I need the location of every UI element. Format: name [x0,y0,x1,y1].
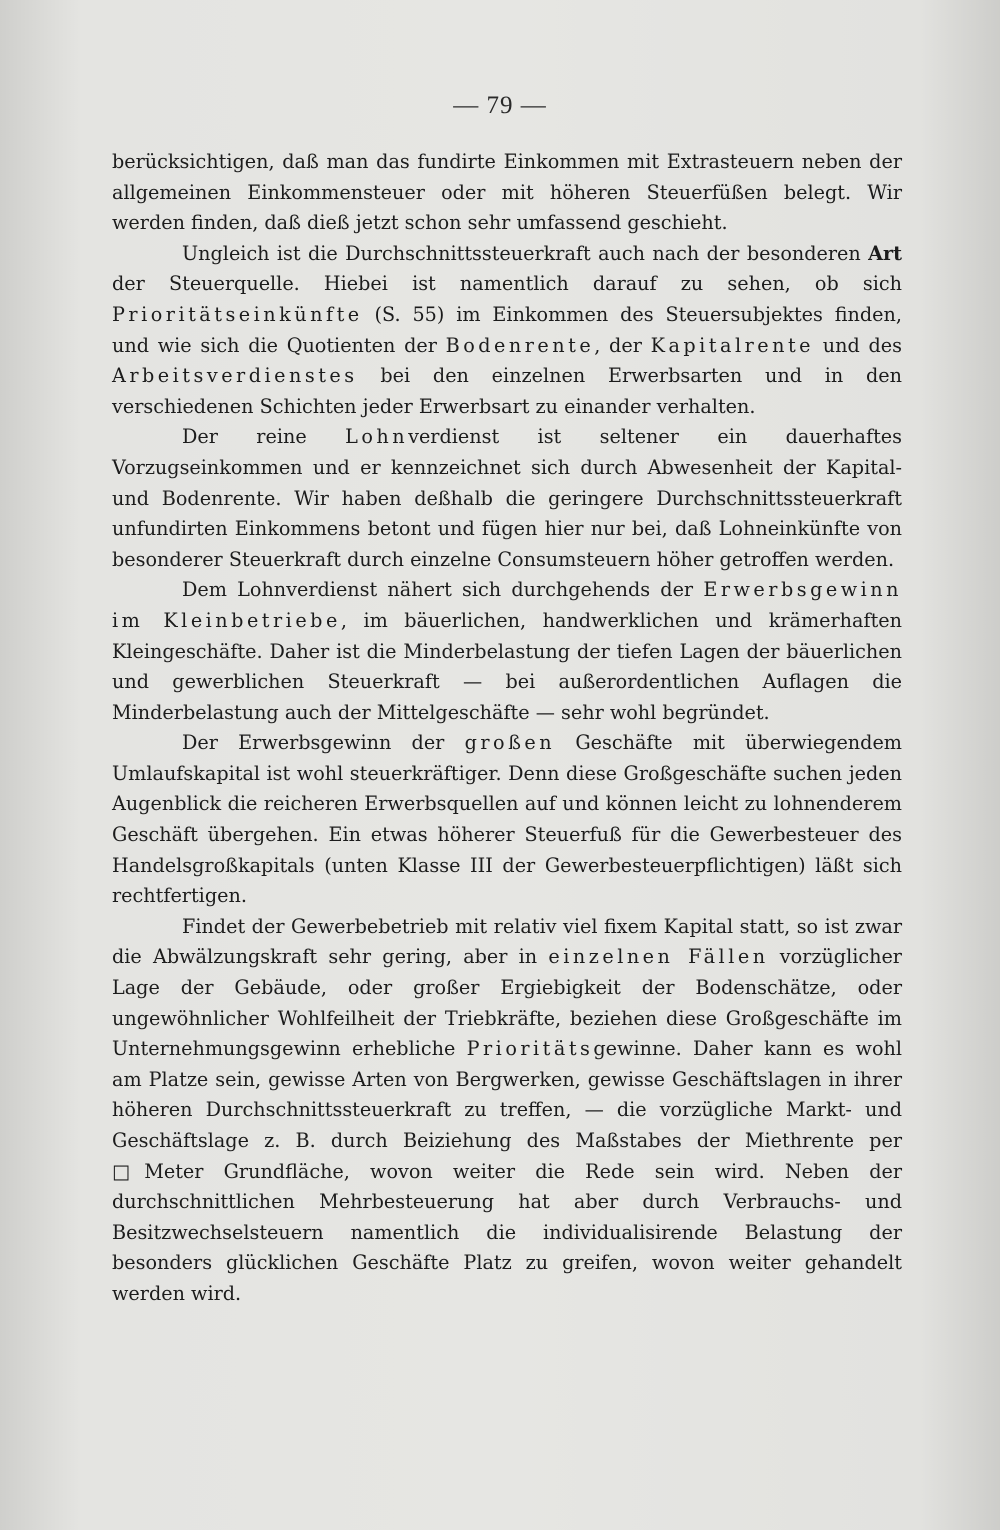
emphasized-text: großen [464,731,556,755]
paragraph [112,422,902,575]
text-run: gewinne. Daher kann es wohl am Platze sein, gewisse Arten von Bergwerken, gewisse Geschäftslagen in ihrer höheren Durchschnittssteuerkraft zu treffen, — die vorzügliche Markt- und Geschäftslage z. B. durch Beiziehung des Maßstabes der Miethrente per □Meter Grundfläche, wovon weiter die Rede sein wird. Neben der durchschnittlichen Mehrbesteuerung hat aber durch Verbrauchs- und Besitzwechselsteuern namentlich die individualisirende Belastung der besonders glücklichen Geschäfte Platz zu greifen, wovon weiter gehandelt werden wird. [112,1037,902,1305]
paragraph [112,728,902,912]
text-run: berücksichtigen, daß man das fundirte Einkommen mit Extrasteuern neben der allgemeinen Einkommensteuer oder mit höheren Steuerfüßen belegt. Wir werden finden, daß dieß jetzt schon sehr umfassend geschieht. [112,150,902,235]
text-run: vorzüglicher Lage der Gebäude, oder großer Ergiebigkeit der Bodenschätze, oder ungewöhnlicher Wohlfeilheit der Triebkräfte, beziehen diese Großgeschäfte im Unternehmungsgewinn erhebliche [112,945,902,1061]
text-run: verdienst ist seltener ein dauerhaftes Vorzugseinkommen und er kennzeichnet sich durch Abwesenheit der Kapital- und Bodenrente. Wir haben deßhalb die geringere Durchschnittssteuerkraft unfundirten Einkommens betont und fügen hier nur bei, daß Lohneinkünfte von besonderer Steuerkraft durch einzelne Consumsteuern höher getroffen werden. [112,425,902,571]
page-number: — 79 — [453,92,547,119]
text-run: Findet der Gewerbebetrieb mit relativ viel fixem Kapital statt, so ist zwar die Abwälzungskraft sehr gering, aber in [112,914,902,969]
emphasized-text: Arbeitsverdienstes [112,364,358,388]
text-run: , im bäuerlichen, handwerklichen und krämerhaften Kleingeschäfte. Daher ist die Minderbelastung der tiefen Lagen der bäuerlichen und gewerblichen Steuerkraft — bei außerordentlichen Auflagen die Minderbelastung auch der Mittelgeschäfte — sehr wohl begründet. [112,608,903,724]
text-run: , der [594,333,651,357]
emphasized-text: Kapitalrente [650,333,815,357]
emphasized-text: Erwerbsgewinn im Kleinbetriebe [112,578,902,632]
emphasized-text: Bodenrente [445,333,595,357]
text-run: (S. 55) im Einkommen des Steuersubjektes finden, und wie sich die Quotienten der [112,302,902,357]
text-run: der Steuerquelle. Hiebei ist namentlich darauf zu sehen, ob sich [112,272,902,296]
paragraph [112,575,902,728]
text-run: Der reine [182,425,346,449]
bold-text: Art [868,241,902,265]
emphasized-text: Lohn [345,425,409,449]
emphasized-text: einzelnen Fällen [548,945,769,969]
paragraph [112,147,902,239]
emphasized-text: Prioritäts [466,1037,594,1061]
text-run: Dem Lohnverdienst nähert sich durchgehends der [182,578,704,602]
text-run: und des [814,333,902,357]
body-text [112,147,902,1310]
paragraph [112,912,902,1310]
text-run: Geschäfte mit überwiegendem Umlaufskapital ist wohl steuerkräftiger. Denn diese Großgeschäfte suchen jeden Augenblick die reicheren Erwerbsquellen auf und können leicht zu lohnenderem Geschäft übergehen. Ein etwas höherer Steuerfuß für die Gewerbesteuer des Handelsgroßkapitals (unten Klasse III der Gewerbesteuerpflichtigen) läßt sich rechtfertigen. [112,731,902,908]
paragraph [112,239,902,423]
emphasized-text: Prioritätseinkünfte [112,302,363,326]
text-run: Ungleich ist die Durchschnittssteuerkraft auch nach der besonderen [182,241,869,265]
text-run: Der Erwerbsgewinn der [182,731,465,755]
text-run: bei den einzelnen Erwerbsarten und in den verschiedenen Schichten jeder Erwerbsart zu einander verhalten. [112,364,902,418]
